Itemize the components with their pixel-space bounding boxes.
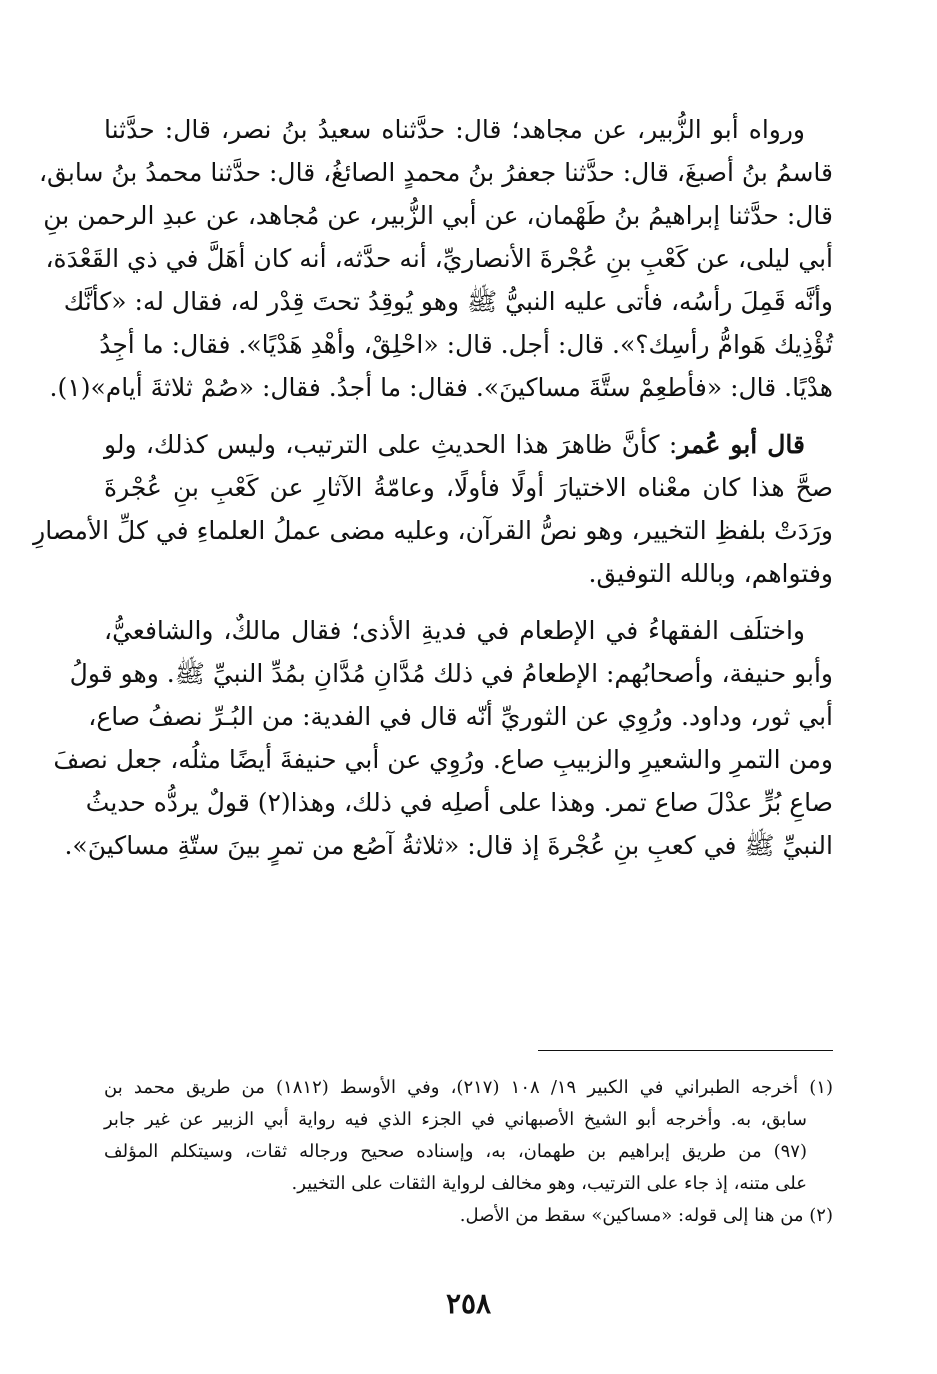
footnote-line: (١) أخرجه الطبراني في الكبير ١٩/ ١٠٨ (٢١٧)، وفي الأوسط (١٨١٢) من طريق محمد بن <box>104 1077 833 1098</box>
paragraph-1 <box>38 108 833 409</box>
footnote-divider <box>538 1050 833 1051</box>
text-line: هدْيًا. قال: «فأطعِمْ ستَّةَ مساكينَ». فقال: ما أجدُ. فقال: «صُمْ ثلاثةَ أيام»(١). <box>49 373 833 402</box>
footnote-line: على متنه، إذ جاء على الترتيب، وهو مخالف لرواية الثقات على التخيير. <box>291 1173 807 1194</box>
footnote-line: (٩٧) من طريق إبراهيم بن طهمان، به، وإسناده صحيح ورجاله ثقات، وسيتكلم المؤلف <box>104 1141 807 1162</box>
text-line: قال: حدَّثنا إبراهيمُ بنُ طَهْمان، عن أبي الزُّبير، عن مُجاهد، عن عبدِ الرحمن بنِ <box>43 201 833 230</box>
footnotes <box>104 1072 833 1232</box>
footnote-line: سابق، به. وأخرجه أبو الشيخ الأصبهاني في الجزء الذي فيه رواية أبي الزبير عن غير جابر <box>104 1109 807 1130</box>
text-line: قاسمُ بنُ أصبغَ، قال: حدَّثنا جعفرُ بنُ محمدٍ الصائغُ، قال: حدَّثنا محمدُ بنُ سابق، <box>38 158 833 187</box>
main-text <box>33 108 833 867</box>
text-line: ورواه أبو الزُّبير، عن مجاهد؛ قال: حدَّثناه سعيدُ بنُ نصر، قال: حدَّثنا <box>104 115 805 144</box>
text-line: وأنَّه قَمِلَ رأسُه، فأتى عليه النبيُّ ﷺ وهو يُوقِدُ تحتَ قِدْر له، فقال له: «كأنَّك <box>63 287 833 316</box>
text-line: ورَدَتْ بلفظِ التخيير، وهو نصُّ القرآن، وعليه مضى عملُ العلماءِ في كلِّ الأمصارِ <box>33 516 833 545</box>
text-line: تُؤْذِيك هَوامُّ رأسِك؟». قال: أجل. قال: «احْلِقْ، وأهْدِ هَدْيًا». فقال: ما أجِدُ <box>99 330 833 359</box>
paragraph-2 <box>33 423 833 595</box>
text-line: النبيِّ ﷺ في كعبِ بنِ عُجْرةَ إذ قال: «ثلاثةُ آصُع من تمرٍ بينَ ستّةِ مساكينَ». <box>64 831 833 860</box>
text-line: صاعِ بُرٍّ عدْلَ صاع تمر. وهذا على أصلِه في ذلك، وهذا(٢) قولٌ يردُّه حديثُ <box>85 788 833 817</box>
author-label: قال أبو عُمر <box>677 430 805 459</box>
text-line: وفتواهم، وبالله التوفيق. <box>588 559 833 588</box>
paragraph-3 <box>53 609 833 867</box>
footnote-line: (٢) من هنا إلى قوله: «مساكين» سقط من الأصل. <box>459 1205 833 1226</box>
text-line <box>104 423 833 466</box>
text-line: أبي ثور، وداود. ورُوِي عن الثوريِّ أنّه قال في الفدية: من البُـرِّ نصفُ صاع، <box>88 702 833 731</box>
text-line: ومن التمرِ والشعيرِ والزبيبِ صاع. ورُوِي عن أبي حنيفةَ أيضًا مثلُه، جعل نصفَ <box>53 745 833 774</box>
text-segment: : كأنَّ ظاهرَ هذا الحديثِ على الترتيب، وليس كذلك، ولو <box>104 430 678 459</box>
text-line: واختلَف الفقهاءُ في الإطعام في فديةِ الأذى؛ فقال مالكٌ، والشافعيُّ، <box>104 616 805 645</box>
text-line: صحَّ هذا كان معْناه الاختيارَ أولًا فأولًا، وعامّةُ الآثارِ عن كَعْبِ بنِ عُجْرةَ <box>104 473 833 502</box>
text-line: وأبو حنيفة، وأصحابُهم: الإطعامُ في ذلك مُدَّانِ مُدَّانِ بمُدِّ النبيِّ ﷺ. وهو قولُ <box>69 659 833 688</box>
page-number: ٢٥٨ <box>445 1287 492 1320</box>
text-line: أبي ليلى، عن كَعْبِ بنِ عُجْرةَ الأنصاريِّ، أنه حدَّثه، أنه كان أهَلَّ في ذي القَعْدَة، <box>45 244 833 273</box>
